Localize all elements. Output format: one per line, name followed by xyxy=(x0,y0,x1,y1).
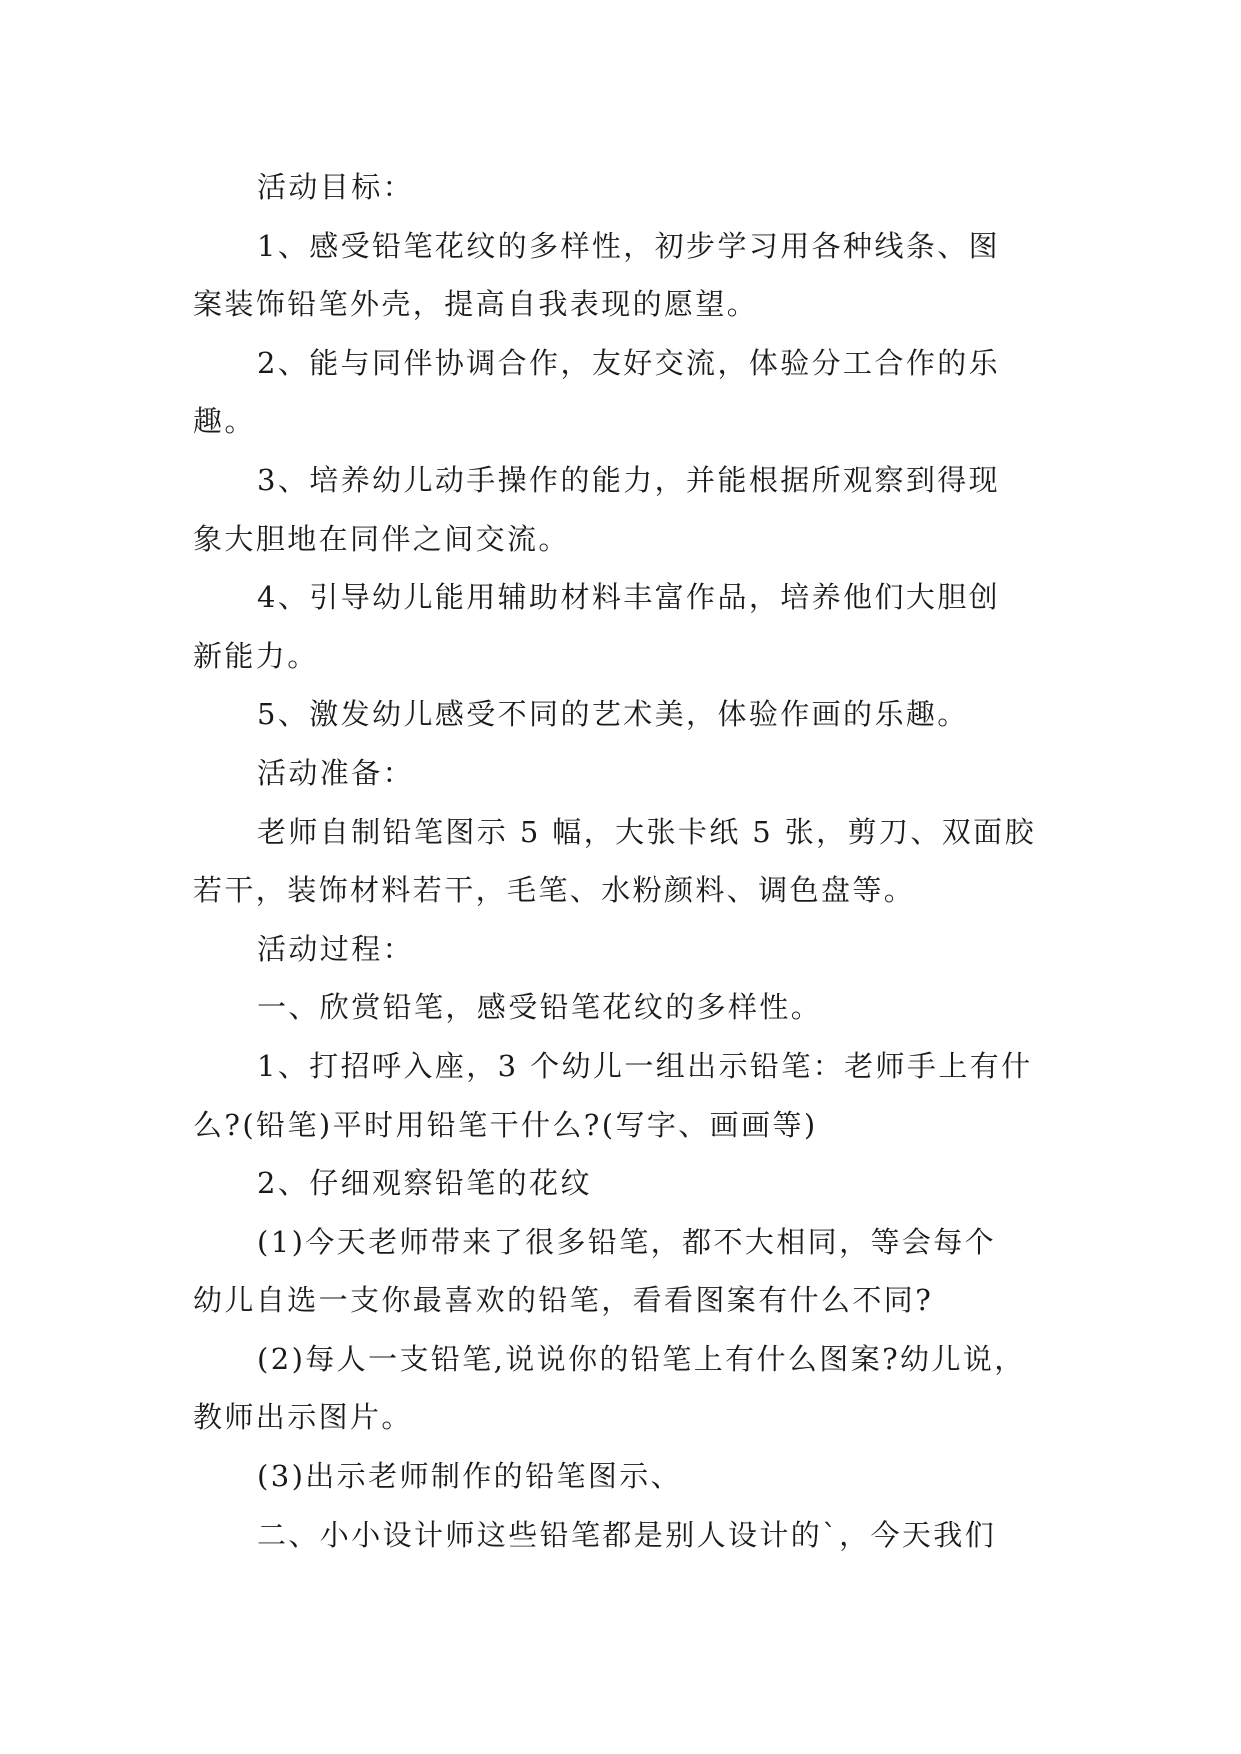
paragraph-line: 么?(铅笔)平时用铅笔干什么?(写字、画画等) xyxy=(193,1107,818,1142)
paragraph-line: 二、小小设计师这些铅笔都是别人设计的`，今天我们 xyxy=(257,1517,997,1552)
paragraph-line: 老师自制铅笔图示 5 幅，大张卡纸 5 张，剪刀、双面胶 xyxy=(257,814,1036,849)
paragraph-line: 2、能与同伴协调合作，友好交流，体验分工合作的乐 xyxy=(257,345,1001,380)
paragraph-line: 象大胆地在同伴之间交流。 xyxy=(193,521,570,556)
paragraph-line: 3、培养幼儿动手操作的能力，并能根据所观察到得现 xyxy=(257,462,1001,497)
section-heading-process: 活动过程： xyxy=(257,931,415,966)
paragraph-line: 若干，装饰材料若干，毛笔、水粉颜料、调色盘等。 xyxy=(193,873,916,908)
paragraph-line: 1、感受铅笔花纹的多样性，初步学习用各种线条、图 xyxy=(257,228,1001,263)
paragraph-line: 案装饰铅笔外壳，提高自我表现的愿望。 xyxy=(193,287,759,322)
paragraph-line: 一、欣赏铅笔，感受铅笔花纹的多样性。 xyxy=(257,990,823,1025)
paragraph-line: 2、仔细观察铅笔的花纹 xyxy=(257,1166,592,1201)
paragraph-line: 4、引导幼儿能用辅助材料丰富作品，培养他们大胆创 xyxy=(257,580,1001,615)
paragraph-line: 趣。 xyxy=(193,404,256,439)
paragraph-line: (3)出示老师制作的铅笔图示、 xyxy=(257,1459,683,1494)
paragraph-line: 幼儿自选一支你最喜欢的铅笔，看看图案有什么不同? xyxy=(193,1283,934,1318)
document-page xyxy=(193,158,1053,1564)
paragraph-line: 教师出示图片。 xyxy=(193,1400,413,1435)
paragraph-line: 5、激发幼儿感受不同的艺术美，体验作画的乐趣。 xyxy=(257,697,969,732)
paragraph-line: (1)今天老师带来了很多铅笔，都不大相同，等会每个 xyxy=(257,1224,997,1259)
section-heading-goals: 活动目标： xyxy=(257,170,415,204)
paragraph-line: 新能力。 xyxy=(193,638,319,673)
section-heading-preparation: 活动准备： xyxy=(257,755,415,790)
paragraph-line: 1、打招呼入座，3 个幼儿一组出示铅笔：老师手上有什 xyxy=(257,1048,1033,1083)
paragraph-line: (2)每人一支铅笔,说说你的铅笔上有什么图案?幼儿说， xyxy=(257,1341,1026,1376)
